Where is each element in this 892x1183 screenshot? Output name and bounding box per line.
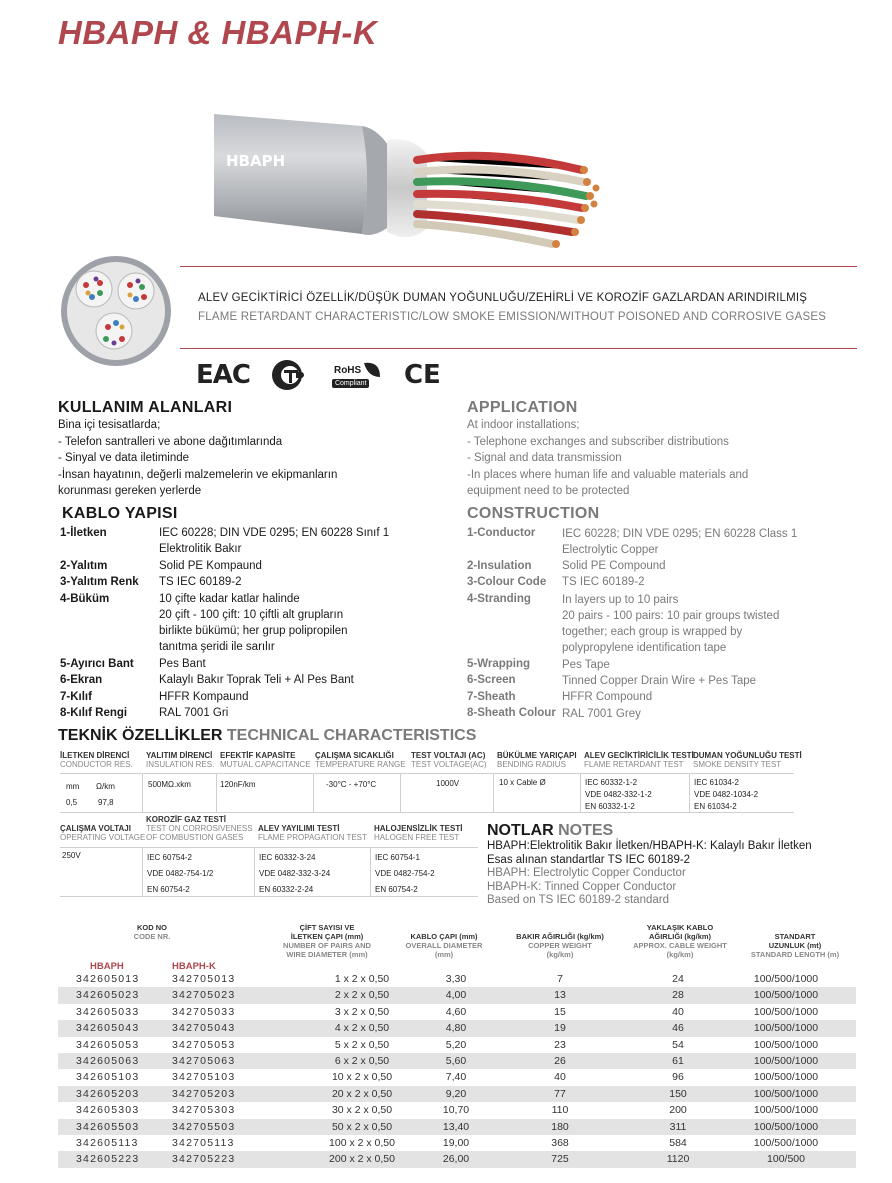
temp-title: ÇALIŞMA SICAKLIĞI	[315, 751, 394, 760]
code-hbaph: 342605203	[76, 1087, 140, 1100]
propagation-subtitle: FLAME PROPAGATION TEST	[258, 833, 367, 842]
code-hbaph-k: 342705203	[172, 1087, 236, 1100]
corrosive-subtitle-2: OF COMBUSTION GASES	[146, 833, 244, 842]
op-volt-subtitle: OPERATING VOLTAGE	[60, 833, 146, 842]
spec-value: tanıtma şeridi ile sarılır	[159, 641, 275, 653]
usage-en-line: -In places where human life and valuable materials and	[467, 468, 749, 481]
spec-value: HFFR Kompaund	[159, 691, 249, 703]
spec-value: together; each group is wrapped by	[562, 626, 743, 638]
pairs-cell: 2 x 2 x 0,50	[334, 989, 390, 1002]
copper-weight-cell: 15	[554, 1005, 566, 1018]
notes-section	[487, 822, 812, 908]
copper-weight-cell: 77	[554, 1087, 566, 1100]
spec-value: Solid PE Kompaund	[159, 560, 262, 572]
table-divider	[400, 773, 401, 813]
spec-key: 6-Ekran	[60, 674, 103, 686]
header-copper-en: COPPER WEIGHT (kg/km)	[528, 941, 592, 959]
spec-value: RAL 7001 Grey	[562, 708, 641, 720]
spec-value: IEC 60228; DIN VDE 0295; EN 60228 Sınıf 1	[159, 527, 390, 539]
header-length	[742, 923, 848, 968]
test-volt-subtitle: TEST VOLTAGE(AC)	[411, 760, 487, 769]
spec-key: 4-Büküm	[60, 593, 110, 605]
usage-tr-section	[58, 399, 458, 500]
copper-weight-cell: 26	[554, 1054, 566, 1067]
header-weight	[620, 914, 740, 968]
page-title: HBAPH & HBAPH-K	[58, 14, 378, 51]
cond-res-unit-ohm: Ω/km	[96, 782, 115, 791]
header-diameter-tr: KABLO ÇAPI (mm)	[410, 932, 478, 941]
usage-tr-line: - Telefon santralleri ve abone dağıtımlarında	[58, 435, 283, 448]
smoke-values	[694, 777, 758, 813]
brand-hbaph-k: HBAPH-K	[172, 961, 216, 972]
pairs-cell: 50 x 2 x 0,50	[331, 1120, 393, 1133]
usage-tr-line: korunması gereken yerlerde	[58, 485, 202, 497]
diameter-cell: 26,00	[442, 1153, 470, 1166]
length-cell: 100/500/1000	[753, 1022, 819, 1035]
mutual-cap-title: EFEKTİF KAPASİTE	[220, 751, 296, 760]
spec-key: 5-Ayırıcı Bant	[60, 658, 134, 670]
header-weight-en: APPROX. CABLE WEIGHT (kg/km)	[633, 941, 727, 959]
halogen-title: HALOJENSİZLİK TESTİ	[374, 824, 463, 833]
copper-weight-cell: 7	[557, 973, 563, 985]
table-divider	[254, 847, 255, 897]
length-cell: 100/500/1000	[753, 973, 819, 985]
corrosive-title: KOROZİF GAZ TESTİ	[146, 815, 226, 824]
spec-value: Tinned Copper Drain Wire + Pes Tape	[562, 675, 757, 687]
cable-weight-cell: 200	[669, 1104, 687, 1117]
pairs-cell: 3 x 2 x 0,50	[334, 1005, 390, 1018]
usage-en-line: equipment need to be protected	[467, 485, 630, 497]
cable-weight-cell: 61	[672, 1054, 684, 1067]
copper-weight-cell: 368	[551, 1136, 569, 1149]
spec-value: In layers up to 10 pairs	[562, 594, 679, 606]
propagation-standard: EN 60332-2-24	[259, 885, 314, 894]
length-cell: 100/500/1000	[753, 1087, 819, 1100]
divider-bottom	[180, 348, 857, 349]
mutual-cap-value: 120nF/km	[220, 780, 256, 789]
code-hbaph-k: 342705303	[172, 1104, 236, 1117]
spec-key: 2-Yalıtım	[60, 560, 108, 572]
spec-key: 4-Stranding	[467, 593, 531, 605]
usage-en-section	[467, 399, 867, 500]
diameter-cell: 19,00	[442, 1136, 470, 1149]
spec-key: 5-Wrapping	[467, 658, 531, 670]
diameter-cell: 7,40	[445, 1071, 467, 1084]
cable-weight-cell: 28	[672, 989, 684, 1002]
table-row	[58, 1102, 856, 1118]
diameter-cell: 3,30	[445, 973, 467, 985]
spec-value: 10 çifte kadar katlar halinde	[159, 593, 300, 605]
rohs-word: RoHS	[333, 365, 362, 376]
cable-weight-cell: 46	[672, 1022, 684, 1035]
mutual-cap-subtitle: MUTUAL CAPACITANCE	[220, 760, 311, 769]
copper-weight-cell: 19	[554, 1022, 566, 1035]
cable-weight-cell: 40	[672, 1005, 684, 1018]
corrosive-values	[147, 850, 213, 898]
code-hbaph: 342605023	[76, 989, 140, 1002]
test-volt-title: TEST VOLTAJI (AC)	[411, 751, 486, 760]
table-row	[58, 1053, 856, 1069]
smoke-standard: IEC 61034-2	[694, 778, 739, 787]
construction-en-list	[467, 525, 867, 725]
length-cell: 100/500/1000	[753, 1120, 819, 1133]
gost-r-icon	[270, 358, 312, 392]
header-pairs-en: NUMBER OF PAIRS AND WIRE DIAMETER (mm)	[283, 941, 371, 959]
cable-weight-cell: 1120	[666, 1153, 690, 1166]
length-cell: 100/500/1000	[753, 1038, 819, 1051]
spec-value: Pes Bant	[159, 658, 206, 670]
usage-tr-text	[58, 417, 458, 500]
propagation-values	[259, 850, 330, 898]
header-pairs-tr: ÇİFT SAYISI VE İLETKEN ÇAPI (mm)	[290, 923, 364, 941]
bend-subtitle: BENDING RADIUS	[497, 760, 566, 769]
table-divider	[370, 847, 371, 897]
bend-value: 10 x Cable Ø	[499, 778, 546, 787]
length-cell: 100/500	[767, 1153, 805, 1166]
usage-tr-line: -İnsan hayatının, değerli malzemelerin ve ekipmanların	[58, 468, 338, 481]
spec-value: IEC 60228; DIN VDE 0295; EN 60228 Class 1	[562, 528, 798, 540]
pairs-cell: 100 x 2 x 0,50	[329, 1136, 395, 1149]
smoke-subtitle: SMOKE DENSITY TEST	[693, 760, 782, 769]
table-divider	[142, 847, 143, 897]
propagation-title: ALEV YAYILIMI TESTİ	[258, 824, 340, 833]
pairs-cell: 20 x 2 x 0,50	[331, 1087, 393, 1100]
flame-test-standard: EN 60332-1-2	[585, 802, 635, 811]
usage-en-line: - Signal and data transmission	[467, 452, 622, 464]
code-hbaph-k: 342705013	[172, 973, 236, 985]
technical-heading-en: TECHNICAL CHARACTERISTICS	[226, 727, 477, 744]
spec-key: 2-Insulation	[467, 560, 532, 572]
construction-tr-list	[60, 525, 460, 725]
copper-weight-cell: 23	[554, 1038, 566, 1051]
table-row	[58, 1135, 856, 1151]
copper-weight-cell: 180	[551, 1120, 569, 1133]
header-length-en: STANDARD LENGTH (m)	[750, 950, 840, 959]
notes-line-en: Based on TS IEC 60189-2 standard	[487, 894, 669, 906]
header-diameter	[394, 923, 494, 968]
code-hbaph: 342605033	[76, 1005, 140, 1018]
table-row	[58, 1004, 856, 1020]
spec-value: Kalaylı Bakır Toprak Teli + Al Pes Bant	[159, 674, 354, 686]
header-weight-tr: YAKLAŞIK KABLO AĞIRLIĞI (kg/km)	[646, 923, 714, 941]
halogen-standard: IEC 60754-1	[375, 853, 420, 862]
table-row	[58, 1119, 856, 1135]
copper-weight-cell: 40	[554, 1071, 566, 1084]
spec-value: polypropylene identification tape	[562, 642, 727, 654]
spec-key: 3-Colour Code	[467, 576, 547, 588]
code-hbaph-k: 342705503	[172, 1120, 236, 1133]
code-hbaph: 342605063	[76, 1054, 140, 1067]
header-code-tr: KOD NO	[137, 923, 167, 932]
code-hbaph: 342605053	[76, 1038, 140, 1051]
usage-en-heading: APPLICATION	[467, 399, 578, 416]
table-row	[58, 1151, 856, 1167]
table-divider	[142, 773, 143, 813]
length-cell: 100/500/1000	[753, 1054, 819, 1067]
ins-res-title: YALITIM DİRENCİ	[146, 751, 213, 760]
code-hbaph: 342605043	[76, 1022, 140, 1035]
eac-logo: EAC	[196, 360, 250, 390]
code-hbaph-k: 342705103	[172, 1071, 236, 1084]
halogen-standard: EN 60754-2	[375, 885, 418, 894]
code-hbaph-k: 342705223	[172, 1153, 236, 1166]
flame-statement-tr: ALEV GECİKTİRİCİ ÖZELLİK/DÜŞÜK DUMAN YOĞUNLUĞU/ZEHİRLİ VE KOROZİF GAZLARDAN ARINDIRILMIŞ	[198, 292, 808, 304]
construction-en-heading: CONSTRUCTION	[467, 505, 600, 522]
code-hbaph-k: 342705113	[172, 1136, 235, 1149]
ce-logo: CE	[403, 360, 441, 390]
flame-statement-en: FLAME RETARDANT CHARACTERISTIC/LOW SMOKE EMISSION/WITHOUT POISONED AND CORROSIVE GASES	[198, 311, 827, 323]
spec-key: 7-Kılıf	[60, 691, 92, 703]
smoke-standard: EN 61034-2	[694, 802, 737, 811]
table-row	[58, 987, 856, 1003]
usage-en-line: - Telephone exchanges and subscriber distributions	[467, 435, 729, 448]
spec-value: TS IEC 60189-2	[562, 576, 645, 588]
header-code	[112, 923, 192, 941]
cond-res-title: İLETKEN DİRENCİ	[60, 751, 130, 760]
length-cell: 100/500/1000	[753, 1071, 819, 1084]
construction-tr-heading: KABLO YAPISI	[62, 505, 178, 522]
pairs-cell: 200 x 2 x 0,50	[329, 1153, 395, 1166]
brand-hbaph: HBAPH	[90, 961, 124, 972]
technical-heading	[58, 727, 476, 745]
notes-heading-en: NOTES	[558, 822, 614, 839]
rohs-logo	[332, 359, 384, 391]
pairs-cell: 4 x 2 x 0,50	[334, 1022, 390, 1035]
notes-heading	[487, 822, 812, 840]
product-table-body	[58, 971, 856, 1168]
spec-key: 1-İletken	[60, 527, 107, 539]
pairs-cell: 6 x 2 x 0,50	[334, 1054, 390, 1067]
ins-res-subtitle: INSULATION RES.	[146, 760, 215, 769]
usage-tr-line: - Sinyal ve data iletiminde	[58, 452, 190, 464]
code-hbaph: 342605103	[76, 1071, 140, 1084]
spec-key: 6-Screen	[467, 674, 516, 686]
pairs-cell: 30 x 2 x 0,50	[331, 1104, 393, 1117]
diameter-cell: 13,40	[442, 1120, 470, 1133]
smoke-title: DUMAN YOĞUNLUĞU TESTİ	[693, 751, 802, 760]
corrosive-subtitle-1: TEST ON CORROSIVENESS	[146, 824, 253, 833]
code-hbaph: 342605223	[76, 1153, 140, 1166]
cond-res-unit-mm: mm	[66, 782, 80, 791]
corrosive-standard: VDE 0482-754-1/2	[147, 869, 214, 878]
table-divider	[313, 773, 314, 813]
diameter-cell: 10,70	[442, 1104, 470, 1117]
table-divider	[689, 773, 690, 813]
diameter-cell: 4,00	[445, 989, 467, 1002]
code-hbaph-k: 342705043	[172, 1022, 236, 1035]
copper-weight-cell: 13	[554, 989, 566, 1002]
table-row	[58, 1037, 856, 1053]
flame-test-standard: IEC 60332-1-2	[585, 778, 638, 787]
code-hbaph: 342605013	[76, 973, 140, 985]
table-divider	[216, 773, 217, 813]
op-volt-title: ÇALIŞMA VOLTAJI	[60, 824, 131, 833]
pairs-cell: 10 x 2 x 0,50	[331, 1071, 393, 1084]
spec-value: 20 pairs - 100 pairs: 10 pair groups twisted	[562, 610, 780, 622]
cond-res-value-ohm: 97,8	[98, 798, 114, 807]
pairs-cell: 1 x 2 x 0,50	[334, 973, 390, 985]
code-hbaph-k: 342705023	[172, 989, 236, 1002]
usage-en-line: At indoor installations;	[467, 419, 580, 431]
spec-value: TS IEC 60189-2	[159, 576, 242, 588]
spec-key: 8-Sheath Colour	[467, 707, 556, 719]
spec-key: 8-Kılıf Rengi	[60, 707, 128, 719]
corrosive-standard: EN 60754-2	[147, 885, 190, 894]
propagation-standard: IEC 60332-3-24	[259, 853, 316, 862]
cond-res-subtitle: CONDUCTOR RES.	[60, 760, 133, 769]
spec-key: 7-Sheath	[467, 691, 516, 703]
temp-value: -30°C - +70°C	[326, 780, 377, 789]
spec-value: 20 çift - 100 çift: 10 çiftli alt grupların	[159, 609, 344, 621]
diameter-cell: 5,20	[445, 1038, 467, 1051]
code-hbaph: 342605113	[76, 1136, 139, 1149]
op-volt-value: 250V	[62, 851, 81, 860]
halogen-values	[375, 850, 435, 898]
spec-value: RAL 7001 Gri	[159, 707, 229, 719]
table-row	[58, 1020, 856, 1036]
usage-en-text	[467, 417, 867, 500]
bend-title: BÜKÜLME YARIÇAPI	[497, 751, 577, 760]
cable-weight-cell: 150	[669, 1087, 687, 1100]
technical-heading-tr: TEKNİK ÖZELLİKLER	[58, 727, 223, 744]
copper-weight-cell: 725	[551, 1153, 569, 1166]
usage-tr-heading: KULLANIM ALANLARI	[58, 399, 233, 416]
temp-subtitle: TEMPERATURE RANGE	[315, 760, 406, 769]
diameter-cell: 4,60	[445, 1005, 467, 1018]
cond-res-value-size: 0,5	[66, 798, 78, 807]
spec-value: Electrolytic Copper	[562, 544, 659, 556]
certification-logos	[196, 355, 441, 395]
divider-top	[180, 266, 857, 267]
notes-line-tr: Esas alınan standartlar TS IEC 60189-2	[487, 853, 691, 866]
header-diameter-en: OVERALL DIAMETER (mm)	[405, 941, 483, 959]
notes-line-tr: HBAPH:Elektrolitik Bakır İletken/HBAPH-K: Kalaylı Bakır İletken	[487, 840, 812, 852]
cable-print-text: HBAPH	[226, 152, 286, 170]
copper-weight-cell: 110	[551, 1104, 569, 1117]
header-copper	[502, 923, 618, 968]
propagation-standard: VDE 0482-332-3-24	[259, 869, 331, 878]
diameter-cell: 9,20	[445, 1087, 467, 1100]
spec-value: HFFR Compound	[562, 691, 653, 703]
header-length-tr: STANDART UZUNLUK (mt)	[768, 932, 822, 950]
length-cell: 100/500/1000	[753, 989, 819, 1002]
flame-test-subtitle: FLAME RETARDANT TEST	[584, 760, 684, 769]
cable-weight-cell: 24	[672, 973, 684, 985]
table-divider	[580, 773, 581, 813]
code-hbaph-k: 342705053	[172, 1038, 236, 1051]
length-cell: 100/500/1000	[753, 1136, 819, 1149]
header-copper-tr: BAKIR AĞIRLIĞI (kg/km)	[516, 932, 604, 941]
code-hbaph-k: 342705033	[172, 1005, 236, 1018]
header-pairs	[262, 914, 392, 968]
table-row	[58, 1086, 856, 1102]
halogen-subtitle: HALOGEN FREE TEST	[374, 833, 460, 842]
cable-weight-cell: 96	[672, 1071, 684, 1084]
ins-res-value: 500MΩ.xkm	[148, 780, 191, 789]
table-divider	[493, 773, 494, 813]
rohs-compliant: Compliant	[332, 379, 370, 388]
spec-key: 1-Conductor	[467, 527, 536, 539]
length-cell: 100/500/1000	[753, 1005, 819, 1018]
code-hbaph: 342605303	[76, 1104, 140, 1117]
notes-heading-tr: NOTLAR	[487, 822, 554, 839]
cable-weight-cell: 54	[672, 1038, 684, 1051]
notes-line-en: HBAPH: Electrolytic Copper Conductor	[487, 867, 686, 879]
spec-value: Solid PE Compound	[562, 560, 666, 572]
code-hbaph: 342605503	[76, 1120, 140, 1133]
code-hbaph-k: 342705063	[172, 1054, 236, 1067]
cable-weight-cell: 584	[669, 1136, 687, 1149]
spec-key: 3-Yalıtım Renk	[60, 576, 139, 588]
test-volt-value: 1000V	[436, 779, 460, 788]
spec-value: birlikte bükümü; her grup polipropilen	[159, 625, 348, 637]
halogen-standard: VDE 0482-754-2	[375, 869, 435, 878]
cable-cross-section-image	[60, 255, 172, 367]
cable-product-image	[212, 108, 607, 266]
corrosive-standard: IEC 60754-2	[147, 853, 192, 862]
flame-test-values	[585, 777, 652, 813]
notes-line-en: HBAPH-K: Tinned Copper Conductor	[487, 880, 677, 893]
spec-value: Elektrolitik Bakır	[159, 543, 242, 555]
usage-tr-line: Bina içi tesisatlarda;	[58, 419, 161, 431]
flame-test-standard: VDE 0482-332-1-2	[585, 790, 652, 799]
flame-test-title: ALEV GECİKTİRİCİLİK TESTİ	[584, 751, 694, 760]
smoke-standard: VDE 0482-1034-2	[694, 790, 759, 799]
header-code-en: CODE NR.	[133, 932, 171, 941]
spec-value: Pes Tape	[562, 659, 610, 671]
table-row	[58, 1069, 856, 1085]
table-row	[58, 971, 856, 987]
diameter-cell: 4,80	[445, 1022, 467, 1035]
length-cell: 100/500/1000	[753, 1104, 819, 1117]
pairs-cell: 5 x 2 x 0,50	[334, 1038, 390, 1051]
diameter-cell: 5,60	[445, 1054, 467, 1067]
cable-weight-cell: 311	[669, 1120, 687, 1133]
